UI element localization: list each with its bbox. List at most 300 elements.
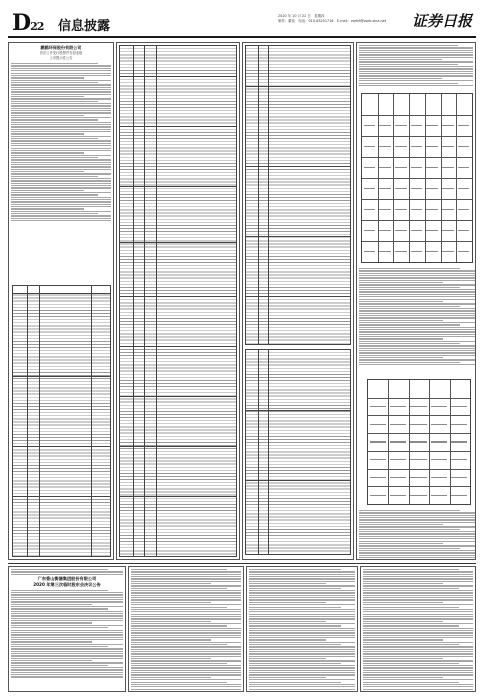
text-line: [359, 284, 475, 285]
text-line: [359, 78, 442, 79]
text-line: [11, 215, 111, 216]
text-line: [11, 140, 111, 141]
text-line: [11, 615, 123, 616]
text-line: [363, 632, 473, 633]
body-text: [9, 63, 113, 221]
text-line: [11, 171, 84, 172]
text-line: [363, 585, 473, 586]
text-line: [11, 98, 111, 99]
table-cell: [458, 188, 470, 189]
table-cell: [379, 167, 391, 168]
text-line: [359, 519, 475, 520]
text-line: [11, 166, 111, 167]
text-line: [131, 663, 227, 664]
text-line: [359, 510, 460, 511]
table-cell: [458, 230, 470, 231]
table-cell: [390, 441, 406, 442]
text-line: [363, 616, 473, 617]
table-cell: [431, 424, 447, 425]
text-line: [11, 155, 111, 156]
text-line: [363, 599, 473, 600]
text-line: [359, 57, 473, 58]
table-cell: [390, 459, 406, 460]
text-line: [11, 94, 111, 95]
text-line: [249, 604, 355, 605]
text-line: [249, 635, 355, 636]
text-line: [131, 635, 241, 636]
announcement-bottom-2: [128, 566, 244, 692]
text-line: [359, 359, 475, 360]
text-line: [359, 64, 458, 65]
text-line: [11, 592, 123, 593]
masthead: [8, 8, 476, 38]
disclosure-table: [119, 45, 237, 557]
text-line: [359, 559, 475, 560]
table-cell: [379, 209, 391, 210]
table-cell: [395, 125, 407, 126]
text-line: [249, 689, 355, 690]
text-line: [249, 642, 355, 643]
text-line: [131, 602, 211, 603]
text-line: [131, 665, 241, 666]
table-cell: [390, 495, 406, 496]
text-line: [359, 47, 473, 48]
text-line: [11, 192, 111, 193]
table-cell: [451, 495, 467, 496]
text-line: [11, 82, 98, 83]
text-line: [359, 529, 460, 530]
text-line: [359, 299, 475, 300]
text-line: [131, 646, 241, 647]
text-line: [11, 77, 84, 78]
text-line: [11, 73, 111, 74]
text-line: [359, 310, 475, 311]
table-cell: [364, 251, 376, 252]
table-cell: [370, 406, 386, 407]
text-line: [363, 602, 443, 603]
text-line: [11, 676, 123, 677]
text-line: [11, 129, 111, 130]
text-line: [363, 609, 473, 610]
text-line: [131, 588, 227, 589]
text-line: [11, 590, 108, 591]
table-gridline: [362, 220, 472, 221]
text-line: [131, 583, 211, 584]
text-line: [359, 275, 475, 276]
table-cell: [431, 495, 447, 496]
table-cell: [451, 406, 467, 407]
table-cell: [395, 188, 407, 189]
text-line: [131, 682, 227, 683]
text-line: [131, 616, 241, 617]
text-line: [363, 621, 443, 622]
text-line: [11, 185, 111, 186]
table-cell: [431, 459, 447, 460]
text-line: [359, 50, 473, 51]
text-line: [11, 101, 98, 102]
table-cell: [390, 424, 406, 425]
text-line: [359, 296, 475, 297]
text-line: [359, 287, 460, 288]
text-line: [249, 658, 326, 659]
text-line: [11, 105, 111, 106]
text-line: [359, 362, 460, 363]
text-line: [11, 122, 111, 123]
text-line: [11, 126, 111, 127]
text-line: [131, 670, 241, 671]
table-gridline: [368, 433, 470, 434]
text-line: [363, 665, 473, 666]
financial-table: [367, 379, 471, 505]
text-line: [363, 581, 473, 582]
text-line: [363, 639, 443, 640]
text-line: [359, 531, 475, 532]
text-line: [363, 642, 473, 643]
text-line: [359, 291, 475, 292]
disclosure-table: [12, 285, 111, 557]
text-line: [359, 277, 475, 278]
text-line: [11, 204, 111, 205]
text-line: [359, 341, 475, 342]
text-line: [131, 585, 241, 586]
table-cell: [458, 125, 470, 126]
text-line: [131, 651, 241, 652]
table-gridline: [368, 415, 470, 416]
text-line: [131, 679, 241, 680]
table-gridline: [368, 486, 470, 487]
text-line: [249, 651, 355, 652]
table-cell: [426, 146, 438, 147]
text-line: [249, 679, 355, 680]
text-line: [359, 71, 473, 72]
text-line: [359, 268, 460, 269]
text-line: [11, 124, 111, 125]
text-line: [363, 682, 459, 683]
table-cell: [395, 209, 407, 210]
text-line: [131, 656, 241, 657]
text-line: [131, 686, 241, 687]
text-line: [131, 595, 241, 596]
text-line: [11, 178, 111, 179]
text-line: [249, 599, 355, 600]
text-line: [11, 639, 123, 640]
text-line: [363, 623, 473, 624]
text-line: [11, 594, 123, 595]
text-line: [363, 637, 473, 638]
text-line: [131, 578, 241, 579]
table-cell: [370, 495, 386, 496]
text-line: [11, 136, 111, 137]
text-line: [131, 658, 211, 659]
text-line: [11, 70, 111, 71]
text-line: [11, 601, 123, 602]
text-line: [11, 148, 111, 149]
text-line: [249, 583, 326, 584]
table-cell: [451, 459, 467, 460]
text-line: [11, 208, 84, 209]
text-line: [363, 656, 473, 657]
text-line: [11, 169, 111, 170]
text-line: [359, 515, 475, 516]
text-line: [11, 133, 84, 134]
text-line: [11, 608, 108, 609]
section-divider: [8, 563, 476, 564]
text-line: [359, 315, 475, 316]
text-line: [359, 61, 473, 62]
table-cell: [458, 167, 470, 168]
text-line: [249, 611, 355, 612]
text-line: [131, 642, 241, 643]
text-line: [131, 597, 241, 598]
announcement-bottom-4: [360, 566, 476, 692]
text-line: [363, 653, 473, 654]
text-line: [363, 625, 459, 626]
text-line: [363, 672, 473, 673]
table-cell: [364, 209, 376, 210]
text-line: [11, 213, 98, 214]
text-line: [11, 190, 84, 191]
text-line: [359, 317, 475, 318]
table-cell: [410, 424, 426, 425]
table-cell: [411, 209, 423, 210]
section-title: 信息披露: [58, 19, 111, 34]
table-gridline: [362, 178, 472, 179]
text-line: [11, 646, 108, 647]
text-line: [359, 548, 460, 549]
text-line: [363, 611, 473, 612]
body-text: [357, 45, 475, 86]
text-line: [11, 119, 98, 120]
text-line: [11, 173, 111, 174]
text-line: [249, 623, 355, 624]
text-line: [359, 80, 473, 81]
text-line: [359, 85, 473, 86]
text-line: [131, 574, 241, 575]
table-cell: [379, 230, 391, 231]
text-line: [11, 660, 92, 661]
text-line: [11, 145, 111, 146]
table-cell: [410, 477, 426, 478]
text-line: [11, 96, 84, 97]
table-cell: [458, 251, 470, 252]
text-line: [363, 660, 473, 661]
table-cell: [364, 188, 376, 189]
table-cell: [451, 477, 467, 478]
text-line: [11, 641, 92, 642]
text-line: [359, 303, 475, 304]
table-cell: [442, 251, 454, 252]
table-cell: [451, 424, 467, 425]
text-line: [359, 327, 475, 328]
text-line: [11, 65, 111, 66]
text-line: [359, 294, 475, 295]
text-line: [359, 324, 460, 325]
text-line: [131, 644, 227, 645]
table-cell: [390, 406, 406, 407]
text-line: [11, 632, 123, 633]
text-line: [363, 651, 473, 652]
text-line: [11, 117, 111, 118]
text-line: [359, 345, 475, 346]
text-line: [249, 607, 341, 608]
text-line: [131, 607, 227, 608]
table-cell: [411, 146, 423, 147]
text-line: [359, 320, 443, 321]
text-line: [249, 571, 355, 572]
text-line: [249, 674, 355, 675]
table-cell: [395, 251, 407, 252]
table-cell: [364, 167, 376, 168]
table-cell: [431, 477, 447, 478]
table-gridline: [368, 451, 470, 452]
text-line: [359, 270, 475, 271]
text-line: [249, 618, 355, 619]
text-line: [131, 569, 227, 570]
table-cell: [410, 441, 426, 442]
text-line: [11, 201, 111, 202]
announcement-title: 首次公开发行股票并在创业板: [39, 50, 83, 55]
text-line: [11, 667, 123, 668]
text-line: [249, 621, 326, 622]
text-line: [359, 512, 475, 513]
text-line: [131, 590, 241, 591]
text-line: [249, 625, 341, 626]
text-line: [11, 662, 123, 663]
table-cell: [395, 167, 407, 168]
text-line: [363, 674, 473, 675]
table-cell: [370, 459, 386, 460]
text-line: [11, 618, 123, 619]
text-line: [363, 630, 473, 631]
text-line: [249, 630, 355, 631]
text-line: [11, 138, 98, 139]
text-line: [359, 313, 475, 314]
text-line: [249, 667, 355, 668]
text-line: [11, 644, 123, 645]
text-line: [359, 306, 460, 307]
text-line: [249, 602, 326, 603]
disclosure-table: [245, 349, 351, 555]
table-cell: [410, 459, 426, 460]
table-cell: [364, 125, 376, 126]
text-line: [131, 623, 241, 624]
text-line: [11, 87, 111, 88]
text-line: [11, 80, 111, 81]
text-line: [363, 583, 443, 584]
text-line: [359, 555, 475, 556]
text-line: [11, 597, 123, 598]
text-line: [359, 343, 460, 344]
text-line: [363, 590, 473, 591]
text-line: [359, 364, 475, 365]
text-line: [249, 585, 355, 586]
text-line: [249, 616, 355, 617]
text-line: [363, 571, 473, 572]
text-line: [11, 599, 123, 600]
text-line: [131, 621, 211, 622]
text-line: [359, 557, 475, 558]
text-line: [363, 607, 459, 608]
table-cell: [431, 406, 447, 407]
text-line: [363, 667, 473, 668]
text-line: [131, 614, 241, 615]
table-cell: [442, 125, 454, 126]
table-gridline: [368, 398, 470, 399]
table-gridline: [362, 241, 472, 242]
text-line: [249, 597, 355, 598]
text-line: [11, 110, 111, 111]
text-line: [11, 648, 123, 649]
text-line: [249, 588, 341, 589]
text-line: [249, 665, 355, 666]
table-gridline: [362, 157, 472, 158]
table-cell: [426, 167, 438, 168]
text-line: [359, 282, 443, 283]
text-line: [359, 348, 475, 349]
text-line: [249, 670, 355, 671]
body-text: [357, 509, 476, 560]
table-cell: [442, 230, 454, 231]
text-line: [249, 672, 355, 673]
table-gridline: [362, 136, 472, 137]
text-line: [131, 649, 241, 650]
text-line: [131, 592, 241, 593]
text-line: [249, 682, 341, 683]
text-line: [11, 611, 123, 612]
table-cell: [426, 125, 438, 126]
text-line: [131, 639, 211, 640]
text-line: [131, 637, 241, 638]
text-line: [359, 543, 443, 544]
text-line: [359, 541, 475, 542]
text-line: [363, 679, 473, 680]
text-line: [249, 609, 355, 610]
text-line: [11, 606, 123, 607]
text-line: [359, 52, 473, 53]
dateline: 2020 年 10 月 22 日 星期四 制作：董伟 电话：010-83251716 E-mail：zqrb9@zqrb.sina.net: [278, 14, 387, 24]
text-line: [359, 301, 443, 302]
text-line: [11, 91, 111, 92]
text-line: [363, 614, 473, 615]
text-line: [249, 632, 355, 633]
table-cell: [442, 209, 454, 210]
text-line: [11, 574, 123, 575]
table-cell: [364, 230, 376, 231]
text-line: [249, 660, 355, 661]
text-line: [131, 581, 241, 582]
text-line: [11, 620, 123, 621]
table-column-3: [242, 42, 354, 560]
text-line: [11, 63, 98, 64]
text-line: [11, 674, 123, 675]
text-line: [249, 576, 355, 577]
table-gridline: [368, 469, 470, 470]
text-line: [249, 592, 355, 593]
text-line: [11, 658, 123, 659]
text-line: [11, 197, 111, 198]
text-line: [359, 550, 475, 551]
announcement-company: 鹏鹞环保股份有限公司: [40, 45, 82, 50]
announcement-bottom-1: [8, 566, 126, 692]
text-line: [249, 639, 326, 640]
text-line: [359, 83, 458, 84]
text-line: [249, 590, 355, 591]
text-line: [359, 533, 475, 534]
text-line: [249, 574, 355, 575]
text-line: [11, 613, 123, 614]
text-line: [359, 75, 473, 76]
text-line: [249, 677, 326, 678]
